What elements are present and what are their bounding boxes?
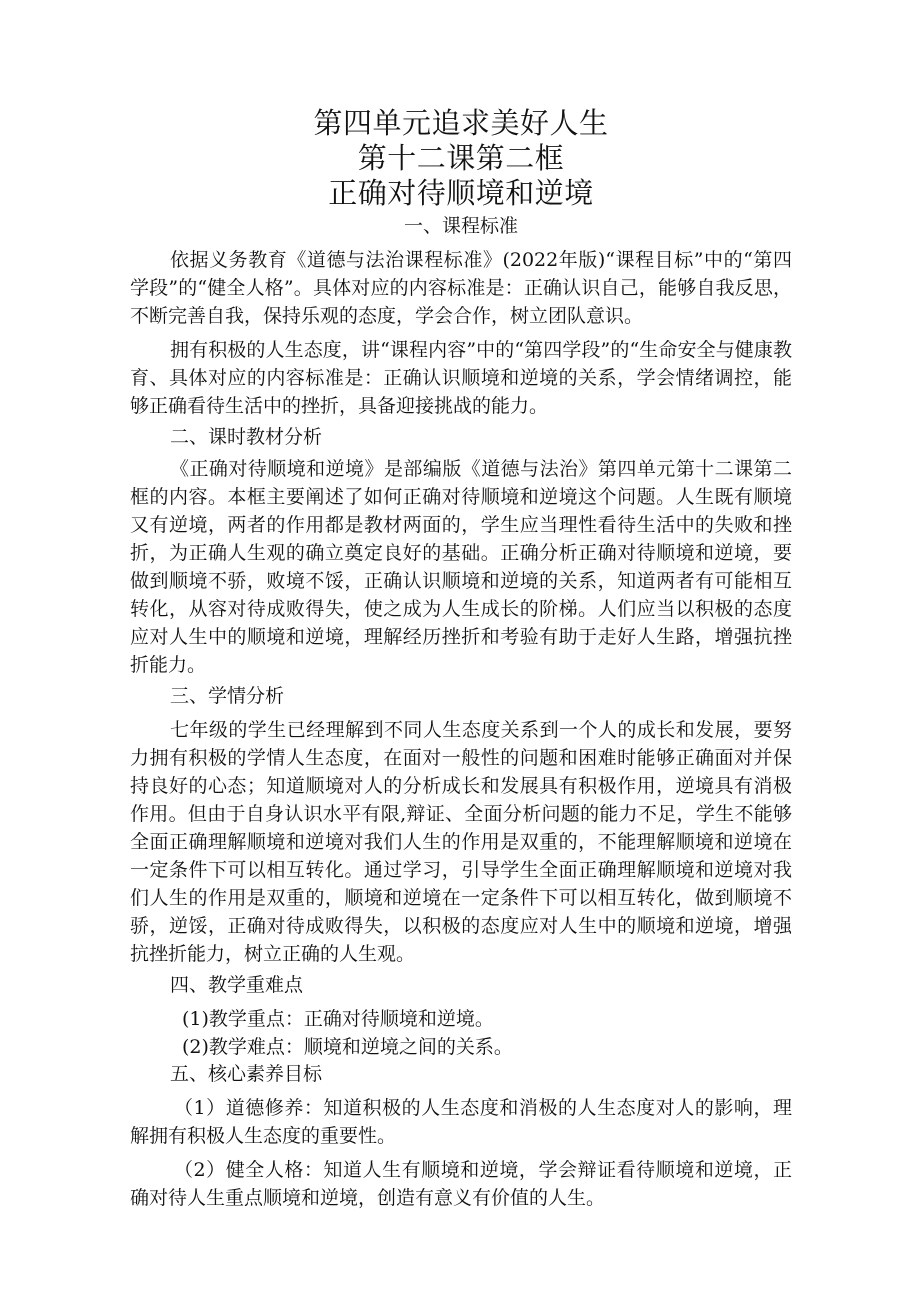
section-heading-core-literacy: 五、核心素养目标	[170, 1063, 323, 1085]
difficult-point-item: (2)教学难点：顺境和逆境之间的关系。	[182, 1036, 513, 1058]
key-point-item: (1)教学重点：正确对待顺境和逆境。	[182, 1008, 494, 1030]
section-heading-textbook-analysis: 二、课时教材分析	[170, 426, 323, 448]
curriculum-standard-paragraph-1: 依据义务教育《道德与法治课程标准》(2022年版)“课程目标”中的“第四学段”的“健全人格”。具体对应的内容标准是：正确认识自己，能够自我反思，不断完善自我，保持乐观的态度，学会合作，树立团队意识。	[130, 249, 792, 327]
section-heading-curriculum-standard: 一、课程标准	[403, 215, 518, 237]
section-heading-student-analysis: 三、学情分析	[170, 685, 285, 707]
core-literacy-paragraph-1: （1）道德修养：知道积极的人生态度和消极的人生态度对人的影响，理解拥有积极人生态度的重要性。	[130, 1097, 792, 1147]
textbook-analysis-paragraph: 《正确对待顺境和逆境》是部编版《道德与法治》第四单元第十二课第二框的内容。本框主要阐述了如何正确对待顺境和逆境这个问题。人生既有顺境又有逆境，两者的作用都是教材两面的，学生应当理性看待生活中的失败和挫折，为正确人生观的确立奠定良好的基础。正确分析正确对待顺境和逆境，要做到顺境不骄，败境不馁，正确认识顺境和逆境的关系，知道两者有可能相互转化，从容对待成败得失，使之成为人生成长的阶梯。人们应当以积极的态度应对人生中的顺境和逆境，理解经历挫折和考验有助于走好人生路，增强抗挫折能力。	[130, 458, 792, 676]
document-page	[130, 106, 792, 1212]
core-literacy-paragraph-2: （2）健全人格：知道人生有顺境和逆境，学会辩证看待顺境和逆境，正确对待人生重点顺境和逆境，创造有意义有价值的人生。	[130, 1159, 792, 1209]
title-line-1: 第四单元追求美好人生	[313, 106, 609, 140]
title-line-3: 正确对待顺境和逆境	[328, 176, 594, 210]
section-heading-key-difficulties: 四、教学重难点	[170, 974, 304, 996]
title-line-2: 第十二课第二框	[357, 141, 565, 175]
curriculum-standard-paragraph-2: 拥有积极的人生态度，讲“课程内容”中的“第四学段”的“生命安全与健康教育、具体对应的内容标准是：正确认识顺境和逆境的关系，学会情绪调控，能够正确看待生活中的挫折，具备迎接挑战的能力。	[130, 339, 792, 417]
student-analysis-paragraph: 七年级的学生已经理解到不同人生态度关系到一个人的成长和发展，要努力拥有积极的学情人生态度，在面对一般性的问题和困难时能够正确面对并保持良好的心态；知道顺境对人的分析成长和发展具有积极作用，逆境具有消极作用。但由于自身认识水平有限,辩证、全面分析问题的能力不足，学生不能够全面正确理解顺境和逆境对我们人生的作用是双重的，不能理解顺境和逆境在一定条件下可以相互转化。通过学习，引导学生全面正确理解顺境和逆境对我们人生的作用是双重的，顺境和逆境在一定条件下可以相互转化，做到顺境不骄，逆馁，正确对待成败得失，以积极的态度应对人生中的顺境和逆境，增强抗挫折能力，树立正确的人生观。	[130, 719, 792, 965]
